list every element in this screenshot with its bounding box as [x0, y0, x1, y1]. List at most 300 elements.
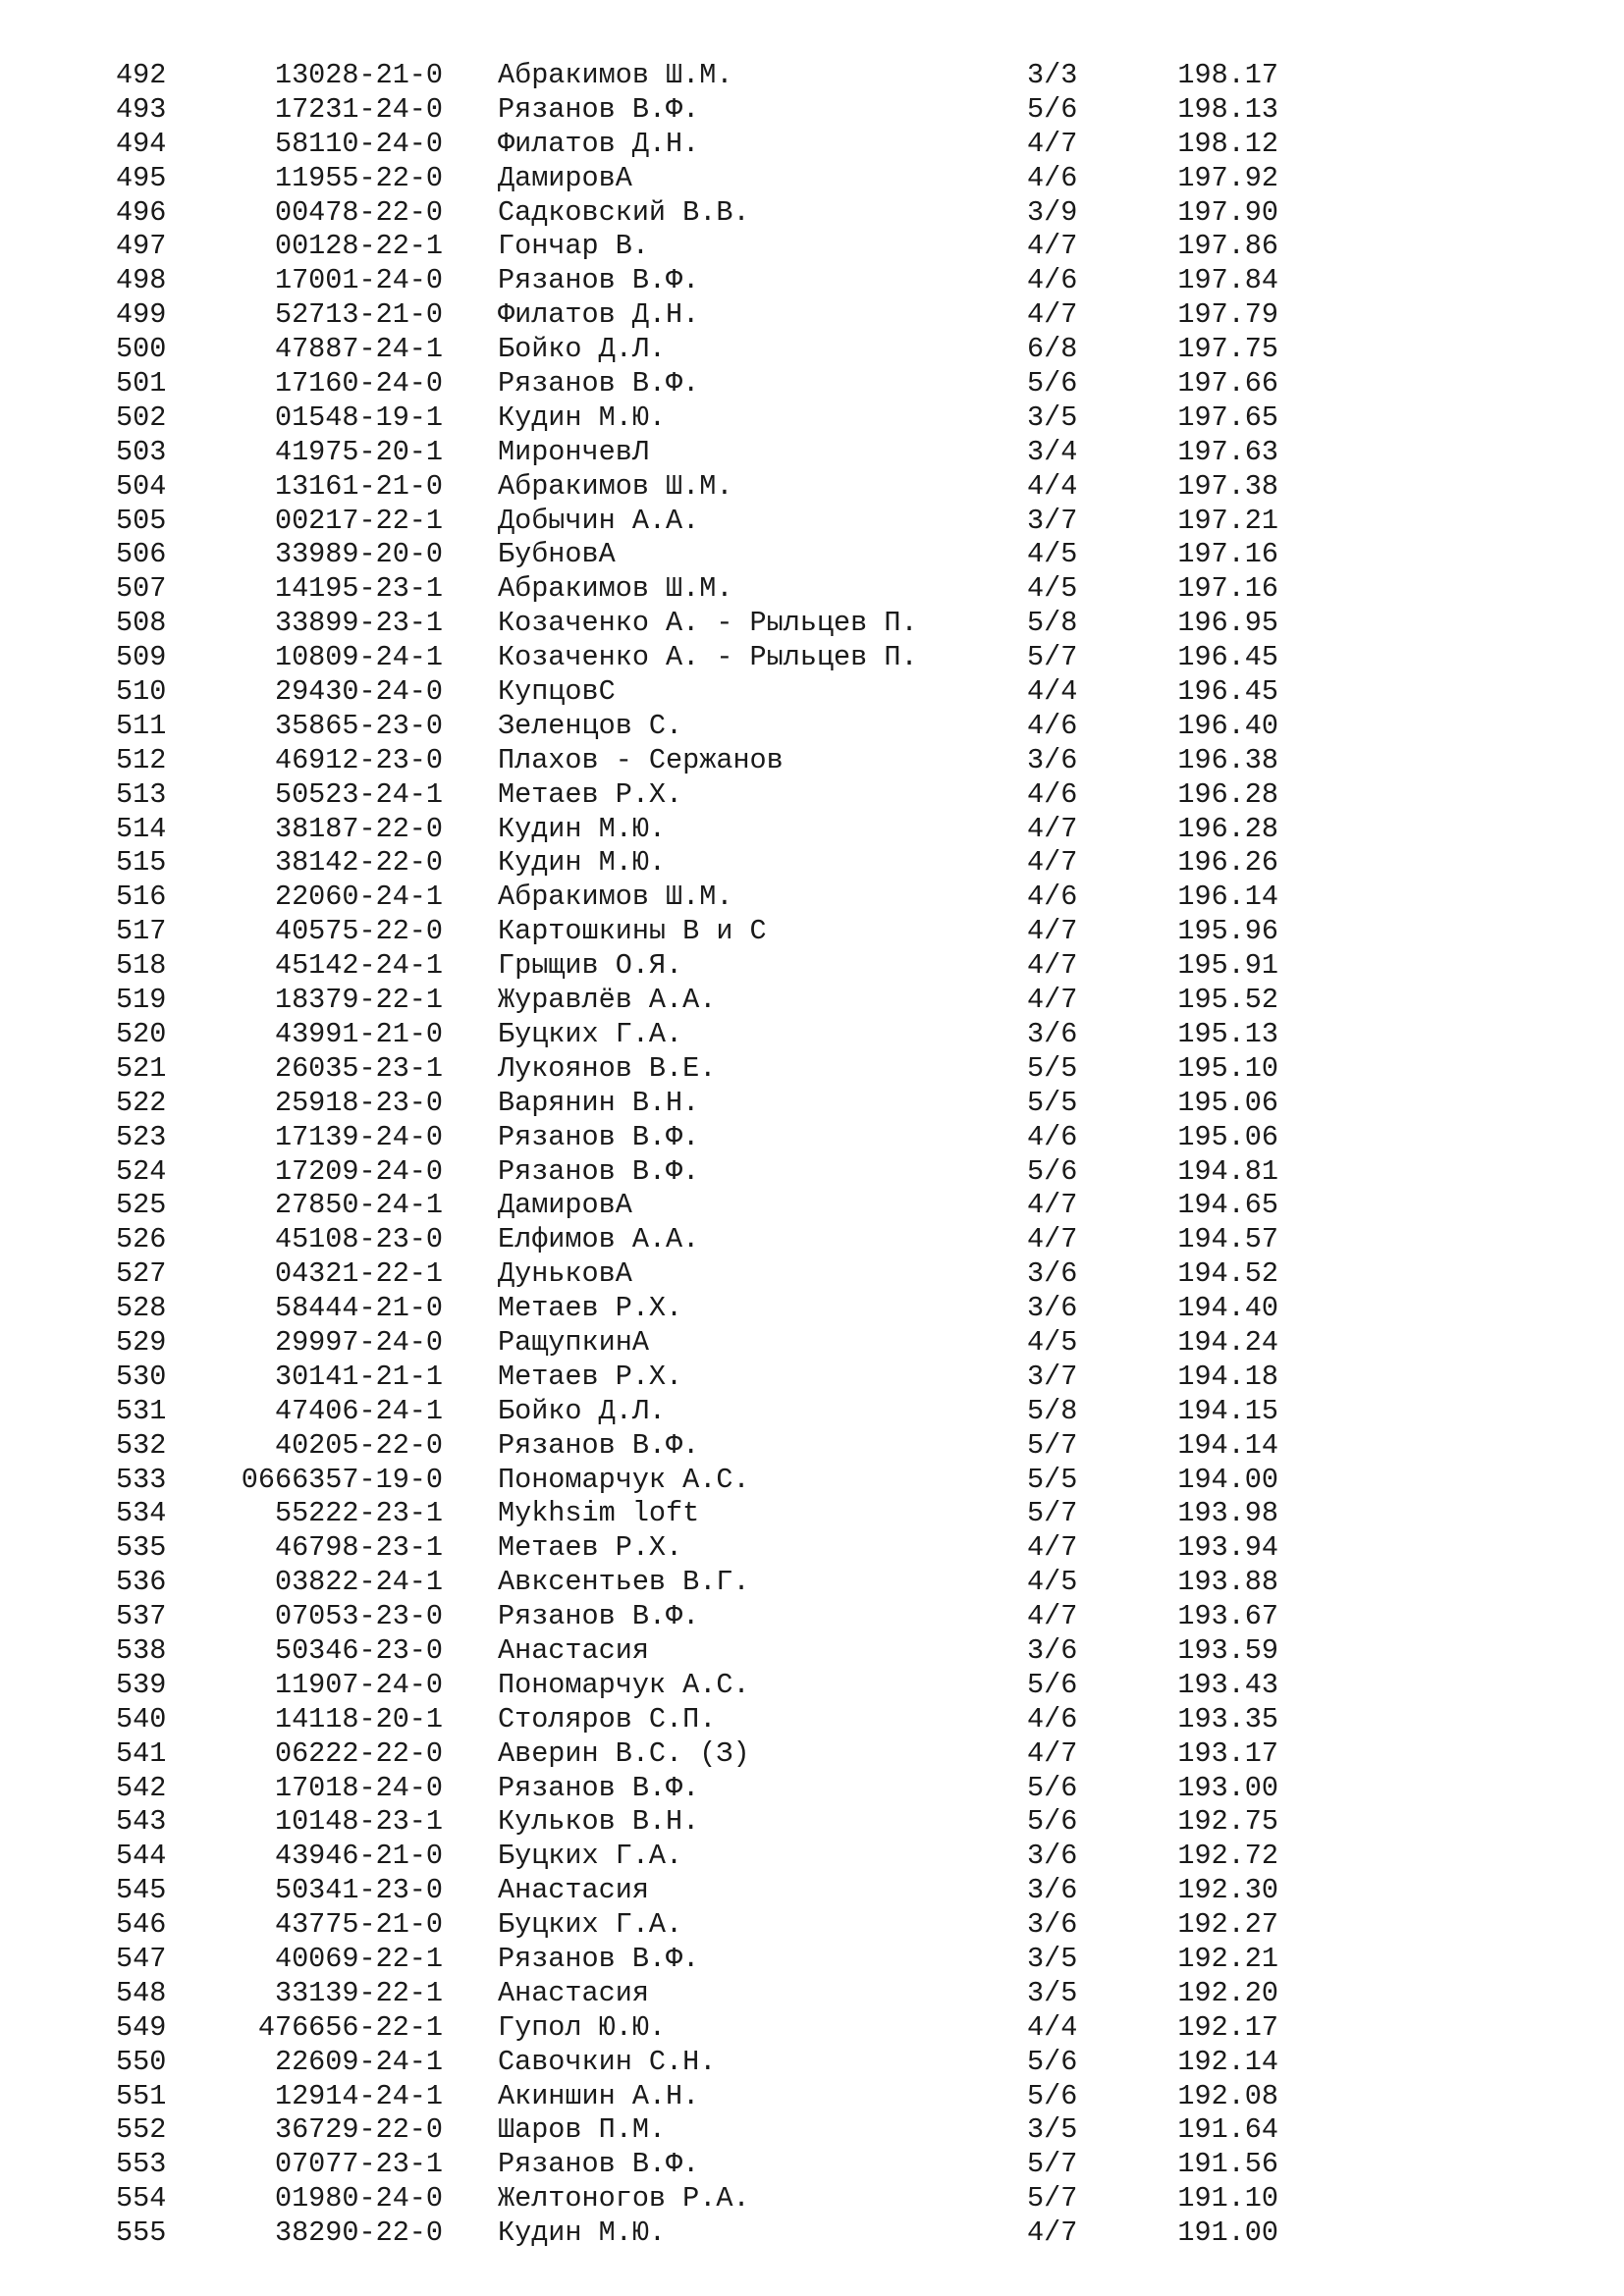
ring-code-cell: 25918-23-0	[274, 1086, 443, 1119]
ring-code-cell: 00478-22-0	[274, 195, 443, 229]
table-row	[0, 1497, 1624, 1531]
ring-code-cell: 33899-23-1	[274, 607, 443, 640]
ring-code-cell: 07053-23-0	[274, 1600, 443, 1633]
rank-cell: 513	[116, 777, 167, 811]
ratio-cell: 4/6	[1027, 881, 1078, 914]
table-row	[0, 1052, 1624, 1087]
ratio-cell: 3/5	[1027, 400, 1078, 434]
table-row	[0, 1977, 1624, 2011]
ratio-cell: 4/7	[1027, 846, 1078, 880]
table-row	[0, 1395, 1624, 1429]
owner-cell: ДуньковА	[498, 1257, 632, 1291]
results-table	[0, 59, 1624, 2251]
ratio-cell: 4/6	[1027, 709, 1078, 742]
rank-cell: 503	[116, 435, 167, 468]
score-cell: 191.56	[1177, 2148, 1278, 2181]
ratio-cell: 4/7	[1027, 298, 1078, 332]
ring-code-cell: 40575-22-0	[274, 915, 443, 948]
table-row	[0, 1805, 1624, 1840]
score-cell: 192.75	[1177, 1805, 1278, 1839]
rank-cell: 538	[116, 1633, 167, 1667]
ring-code-cell: 47406-24-1	[274, 1394, 443, 1427]
rank-cell: 496	[116, 195, 167, 229]
rank-cell: 542	[116, 1771, 167, 1804]
ring-code-cell: 17139-24-0	[274, 1120, 443, 1153]
table-row	[0, 2113, 1624, 2148]
score-cell: 195.10	[1177, 1051, 1278, 1085]
score-cell: 197.66	[1177, 367, 1278, 400]
ring-code-cell: 22609-24-1	[274, 2045, 443, 2078]
owner-cell: Метаев Р.Х.	[498, 777, 683, 811]
score-cell: 194.14	[1177, 1428, 1278, 1462]
rank-cell: 539	[116, 1668, 167, 1701]
ratio-cell: 3/7	[1027, 504, 1078, 537]
owner-cell: Анастасия	[498, 1633, 649, 1667]
ring-code-cell: 29997-24-0	[274, 1325, 443, 1359]
score-cell: 192.14	[1177, 2045, 1278, 2078]
ratio-cell: 3/6	[1027, 1908, 1078, 1942]
rank-cell: 531	[116, 1394, 167, 1427]
rank-cell: 528	[116, 1292, 167, 1325]
score-cell: 193.00	[1177, 1771, 1278, 1804]
score-cell: 194.52	[1177, 1257, 1278, 1291]
table-row	[0, 196, 1624, 231]
owner-cell: Рязанов В.Ф.	[498, 1428, 700, 1462]
score-cell: 197.21	[1177, 504, 1278, 537]
owner-cell: Метаев Р.Х.	[498, 1292, 683, 1325]
table-row	[0, 264, 1624, 298]
score-cell: 197.16	[1177, 538, 1278, 571]
owner-cell: Рязанов В.Ф.	[498, 1771, 700, 1804]
rank-cell: 522	[116, 1086, 167, 1119]
ring-code-cell: 12914-24-1	[274, 2079, 443, 2112]
table-row	[0, 470, 1624, 505]
ring-code-cell: 06222-22-0	[274, 1736, 443, 1770]
score-cell: 193.59	[1177, 1633, 1278, 1667]
table-row	[0, 2182, 1624, 2216]
score-cell: 196.45	[1177, 641, 1278, 674]
rank-cell: 493	[116, 92, 167, 126]
score-cell: 197.63	[1177, 435, 1278, 468]
table-row	[0, 1703, 1624, 1737]
table-row	[0, 846, 1624, 881]
ratio-cell: 4/7	[1027, 230, 1078, 263]
ratio-cell: 4/7	[1027, 127, 1078, 160]
ratio-cell: 5/8	[1027, 1394, 1078, 1427]
table-row	[0, 505, 1624, 539]
ratio-cell: 3/5	[1027, 2113, 1078, 2147]
ratio-cell: 4/6	[1027, 1120, 1078, 1153]
rank-cell: 518	[116, 949, 167, 983]
score-cell: 192.08	[1177, 2079, 1278, 2112]
table-row	[0, 2011, 1624, 2046]
ratio-cell: 5/6	[1027, 92, 1078, 126]
table-row	[0, 93, 1624, 128]
rank-cell: 507	[116, 572, 167, 606]
owner-cell: Козаченко А. - Рыльцев П.	[498, 641, 918, 674]
table-row	[0, 230, 1624, 264]
ratio-cell: 5/7	[1027, 1497, 1078, 1530]
ring-code-cell: 30141-21-1	[274, 1360, 443, 1393]
ratio-cell: 5/6	[1027, 2045, 1078, 2078]
owner-cell: Картошкины В и С	[498, 915, 767, 948]
owner-cell: Буцких Г.А.	[498, 1017, 683, 1050]
score-cell: 193.17	[1177, 1736, 1278, 1770]
rank-cell: 516	[116, 881, 167, 914]
ring-code-cell: 476656-22-1	[257, 2010, 443, 2044]
owner-cell: Зеленцов С.	[498, 709, 683, 742]
owner-cell: Метаев Р.Х.	[498, 1531, 683, 1565]
score-cell: 194.40	[1177, 1292, 1278, 1325]
ring-code-cell: 18379-22-1	[274, 984, 443, 1017]
ratio-cell: 4/7	[1027, 812, 1078, 845]
ring-code-cell: 40205-22-0	[274, 1428, 443, 1462]
table-row	[0, 1840, 1624, 1874]
owner-cell: Анастасия	[498, 1874, 649, 1907]
ring-code-cell: 46798-23-1	[274, 1531, 443, 1565]
ring-code-cell: 10148-23-1	[274, 1805, 443, 1839]
ratio-cell: 3/6	[1027, 1292, 1078, 1325]
ratio-cell: 3/4	[1027, 435, 1078, 468]
ratio-cell: 5/7	[1027, 2148, 1078, 2181]
score-cell: 196.40	[1177, 709, 1278, 742]
score-cell: 194.15	[1177, 1394, 1278, 1427]
table-row	[0, 1634, 1624, 1669]
rank-cell: 521	[116, 1051, 167, 1085]
owner-cell: Авксентьев В.Г.	[498, 1566, 750, 1599]
ring-code-cell: 38187-22-0	[274, 812, 443, 845]
owner-cell: КупцовС	[498, 675, 616, 709]
score-cell: 194.24	[1177, 1325, 1278, 1359]
rank-cell: 519	[116, 984, 167, 1017]
ratio-cell: 4/6	[1027, 1702, 1078, 1735]
ratio-cell: 5/6	[1027, 2079, 1078, 2112]
ring-code-cell: 03822-24-1	[274, 1566, 443, 1599]
ratio-cell: 5/6	[1027, 1668, 1078, 1701]
rank-cell: 508	[116, 607, 167, 640]
rank-cell: 551	[116, 2079, 167, 2112]
table-row	[0, 607, 1624, 641]
ring-code-cell: 29430-24-0	[274, 675, 443, 709]
owner-cell: Рязанов В.Ф.	[498, 1942, 700, 1975]
ring-code-cell: 35865-23-0	[274, 709, 443, 742]
ring-code-cell: 46912-23-0	[274, 743, 443, 776]
rank-cell: 540	[116, 1702, 167, 1735]
owner-cell: Шаров П.М.	[498, 2113, 667, 2147]
table-row	[0, 1223, 1624, 1257]
ring-code-cell: 33139-22-1	[274, 1976, 443, 2009]
ratio-cell: 4/5	[1027, 1325, 1078, 1359]
score-cell: 191.10	[1177, 2182, 1278, 2216]
rank-cell: 533	[116, 1463, 167, 1496]
rank-cell: 523	[116, 1120, 167, 1153]
ring-code-cell: 52713-21-0	[274, 298, 443, 332]
ring-code-cell: 13161-21-0	[274, 469, 443, 503]
owner-cell: Абракимов Ш.М.	[498, 59, 733, 91]
owner-cell: Абракимов Ш.М.	[498, 881, 733, 914]
ring-code-cell: 43946-21-0	[274, 1840, 443, 1873]
rank-cell: 505	[116, 504, 167, 537]
ring-code-cell: 10809-24-1	[274, 641, 443, 674]
rank-cell: 499	[116, 298, 167, 332]
score-cell: 197.90	[1177, 195, 1278, 229]
ratio-cell: 5/6	[1027, 1805, 1078, 1839]
ratio-cell: 4/7	[1027, 1736, 1078, 1770]
score-cell: 198.13	[1177, 92, 1278, 126]
score-cell: 193.98	[1177, 1497, 1278, 1530]
ring-code-cell: 50346-23-0	[274, 1633, 443, 1667]
score-cell: 195.06	[1177, 1120, 1278, 1153]
ratio-cell: 6/8	[1027, 333, 1078, 366]
ratio-cell: 3/6	[1027, 743, 1078, 776]
rank-cell: 548	[116, 1976, 167, 2009]
rank-cell: 520	[116, 1017, 167, 1050]
table-row	[0, 1018, 1624, 1052]
score-cell: 193.88	[1177, 1566, 1278, 1599]
score-cell: 192.21	[1177, 1942, 1278, 1975]
rank-cell: 530	[116, 1360, 167, 1393]
owner-cell: ДамировА	[498, 1189, 632, 1222]
table-row	[0, 2046, 1624, 2080]
ring-code-cell: 50341-23-0	[274, 1874, 443, 1907]
ratio-cell: 3/6	[1027, 1840, 1078, 1873]
ratio-cell: 3/3	[1027, 59, 1078, 91]
score-cell: 198.12	[1177, 127, 1278, 160]
rank-cell: 547	[116, 1942, 167, 1975]
owner-cell: Лукоянов В.Е.	[498, 1051, 717, 1085]
owner-cell: Столяров С.П.	[498, 1702, 717, 1735]
ratio-cell: 4/6	[1027, 264, 1078, 297]
owner-cell: Желтоногов Р.А.	[498, 2182, 750, 2216]
score-cell: 192.30	[1177, 1874, 1278, 1907]
rank-cell: 543	[116, 1805, 167, 1839]
rank-cell: 534	[116, 1497, 167, 1530]
rank-cell: 525	[116, 1189, 167, 1222]
ring-code-cell: 01548-19-1	[274, 400, 443, 434]
rank-cell: 502	[116, 400, 167, 434]
rank-cell: 526	[116, 1223, 167, 1256]
ring-code-cell: 45108-23-0	[274, 1223, 443, 1256]
table-row	[0, 1737, 1624, 1772]
score-cell: 193.43	[1177, 1668, 1278, 1701]
table-row	[0, 675, 1624, 710]
rank-cell: 514	[116, 812, 167, 845]
table-row	[0, 367, 1624, 401]
ratio-cell: 5/7	[1027, 1428, 1078, 1462]
ring-code-cell: 17001-24-0	[274, 264, 443, 297]
table-row	[0, 1464, 1624, 1498]
table-row	[0, 744, 1624, 778]
score-cell: 197.84	[1177, 264, 1278, 297]
table-row	[0, 1669, 1624, 1703]
rank-cell: 550	[116, 2045, 167, 2078]
rank-cell: 535	[116, 1531, 167, 1565]
owner-cell: Журавлёв А.А.	[498, 984, 717, 1017]
ring-code-cell: 14118-20-1	[274, 1702, 443, 1735]
rank-cell: 504	[116, 469, 167, 503]
rank-cell: 545	[116, 1874, 167, 1907]
owner-cell: Добычин А.А.	[498, 504, 700, 537]
table-row	[0, 1087, 1624, 1121]
table-row	[0, 436, 1624, 470]
owner-cell: Абракимов Ш.М.	[498, 572, 733, 606]
table-row	[0, 813, 1624, 847]
rank-cell: 529	[116, 1325, 167, 1359]
table-row	[0, 1943, 1624, 1977]
owner-cell: Гупол Ю.Ю.	[498, 2010, 667, 2044]
ratio-cell: 4/5	[1027, 538, 1078, 571]
ring-code-cell: 11907-24-0	[274, 1668, 443, 1701]
owner-cell: Буцких Г.А.	[498, 1908, 683, 1942]
table-row	[0, 984, 1624, 1018]
ring-code-cell: 26035-23-1	[274, 1051, 443, 1085]
score-cell: 198.17	[1177, 59, 1278, 91]
ring-code-cell: 13028-21-0	[274, 59, 443, 91]
table-row	[0, 128, 1624, 162]
score-cell: 194.57	[1177, 1223, 1278, 1256]
rank-cell: 536	[116, 1566, 167, 1599]
ratio-cell: 5/5	[1027, 1086, 1078, 1119]
table-row	[0, 162, 1624, 196]
rank-cell: 512	[116, 743, 167, 776]
score-cell: 194.00	[1177, 1463, 1278, 1496]
score-cell: 194.65	[1177, 1189, 1278, 1222]
ring-code-cell: 14195-23-1	[274, 572, 443, 606]
rank-cell: 501	[116, 367, 167, 400]
score-cell: 195.96	[1177, 915, 1278, 948]
ratio-cell: 5/7	[1027, 2182, 1078, 2216]
table-row	[0, 1874, 1624, 1908]
table-row	[0, 1531, 1624, 1566]
owner-cell: Кудин М.Ю.	[498, 812, 667, 845]
owner-cell: Рязанов В.Ф.	[498, 92, 700, 126]
ring-code-cell: 17231-24-0	[274, 92, 443, 126]
ratio-cell: 3/6	[1027, 1257, 1078, 1291]
table-row	[0, 538, 1624, 572]
table-row	[0, 1257, 1624, 1292]
owner-cell: Варянин В.Н.	[498, 1086, 700, 1119]
owner-cell: РащупкинА	[498, 1325, 649, 1359]
ratio-cell: 3/6	[1027, 1874, 1078, 1907]
ring-code-cell: 36729-22-0	[274, 2113, 443, 2147]
table-row	[0, 1600, 1624, 1634]
rank-cell: 510	[116, 675, 167, 709]
ratio-cell: 5/5	[1027, 1463, 1078, 1496]
ring-code-cell: 33989-20-0	[274, 538, 443, 571]
score-cell: 197.75	[1177, 333, 1278, 366]
rank-cell: 500	[116, 333, 167, 366]
owner-cell: Рязанов В.Ф.	[498, 264, 700, 297]
ring-code-cell: 00128-22-1	[274, 230, 443, 263]
ratio-cell: 4/7	[1027, 915, 1078, 948]
ratio-cell: 4/7	[1027, 949, 1078, 983]
rank-cell: 555	[116, 2216, 167, 2250]
ring-code-cell: 58110-24-0	[274, 127, 443, 160]
ratio-cell: 5/6	[1027, 1154, 1078, 1188]
ring-code-cell: 40069-22-1	[274, 1942, 443, 1975]
ratio-cell: 3/6	[1027, 1017, 1078, 1050]
ratio-cell: 3/5	[1027, 1976, 1078, 2009]
ring-code-cell: 04321-22-1	[274, 1257, 443, 1291]
rank-cell: 495	[116, 161, 167, 194]
score-cell: 194.18	[1177, 1360, 1278, 1393]
score-cell: 194.81	[1177, 1154, 1278, 1188]
ring-code-cell: 17160-24-0	[274, 367, 443, 400]
table-row	[0, 1155, 1624, 1190]
owner-cell: Аверин В.С. (З)	[498, 1736, 750, 1770]
owner-cell: БубновА	[498, 538, 616, 571]
owner-cell: Плахов - Сержанов	[498, 743, 784, 776]
score-cell: 191.00	[1177, 2216, 1278, 2250]
ring-code-cell: 17018-24-0	[274, 1771, 443, 1804]
owner-cell: Кудин М.Ю.	[498, 846, 667, 880]
rank-cell: 544	[116, 1840, 167, 1873]
score-cell: 197.92	[1177, 161, 1278, 194]
rank-cell: 549	[116, 2010, 167, 2044]
score-cell: 192.27	[1177, 1908, 1278, 1942]
rank-cell: 554	[116, 2182, 167, 2216]
table-row	[0, 778, 1624, 813]
owner-cell: Бойко Д.Л.	[498, 333, 667, 366]
table-row	[0, 572, 1624, 607]
score-cell: 196.28	[1177, 812, 1278, 845]
score-cell: 191.64	[1177, 2113, 1278, 2147]
table-row	[0, 59, 1624, 93]
ring-code-cell: 47887-24-1	[274, 333, 443, 366]
score-cell: 195.52	[1177, 984, 1278, 1017]
score-cell: 195.91	[1177, 949, 1278, 983]
ratio-cell: 4/6	[1027, 777, 1078, 811]
rank-cell: 517	[116, 915, 167, 948]
owner-cell: Садковский В.В.	[498, 195, 750, 229]
rank-cell: 506	[116, 538, 167, 571]
rank-cell: 497	[116, 230, 167, 263]
owner-cell: Филатов Д.Н.	[498, 127, 700, 160]
ratio-cell: 4/5	[1027, 1566, 1078, 1599]
score-cell: 197.65	[1177, 400, 1278, 434]
rank-cell: 498	[116, 264, 167, 297]
owner-cell: Метаев Р.Х.	[498, 1360, 683, 1393]
table-row	[0, 1429, 1624, 1464]
ring-code-cell: 00217-22-1	[274, 504, 443, 537]
ratio-cell: 5/6	[1027, 1771, 1078, 1804]
table-row	[0, 710, 1624, 744]
owner-cell: МирончевЛ	[498, 435, 649, 468]
score-cell: 196.14	[1177, 881, 1278, 914]
score-cell: 196.38	[1177, 743, 1278, 776]
ring-code-cell: 38290-22-0	[274, 2216, 443, 2250]
ring-code-cell: 11955-22-0	[274, 161, 443, 194]
rank-cell: 524	[116, 1154, 167, 1188]
owner-cell: Кульков В.Н.	[498, 1805, 700, 1839]
owner-cell: ДамировА	[498, 161, 632, 194]
owner-cell: Рязанов В.Ф.	[498, 1120, 700, 1153]
ring-code-cell: 43775-21-0	[274, 1908, 443, 1942]
score-cell: 197.38	[1177, 469, 1278, 503]
ratio-cell: 4/7	[1027, 984, 1078, 1017]
table-row	[0, 1772, 1624, 1806]
ratio-cell: 5/5	[1027, 1051, 1078, 1085]
score-cell: 196.28	[1177, 777, 1278, 811]
owner-cell: Рязанов В.Ф.	[498, 1154, 700, 1188]
table-row	[0, 298, 1624, 333]
table-row	[0, 1908, 1624, 1943]
score-cell: 197.16	[1177, 572, 1278, 606]
table-row	[0, 1189, 1624, 1223]
rank-cell: 537	[116, 1600, 167, 1633]
table-row	[0, 2148, 1624, 2182]
ring-code-cell: 17209-24-0	[274, 1154, 443, 1188]
